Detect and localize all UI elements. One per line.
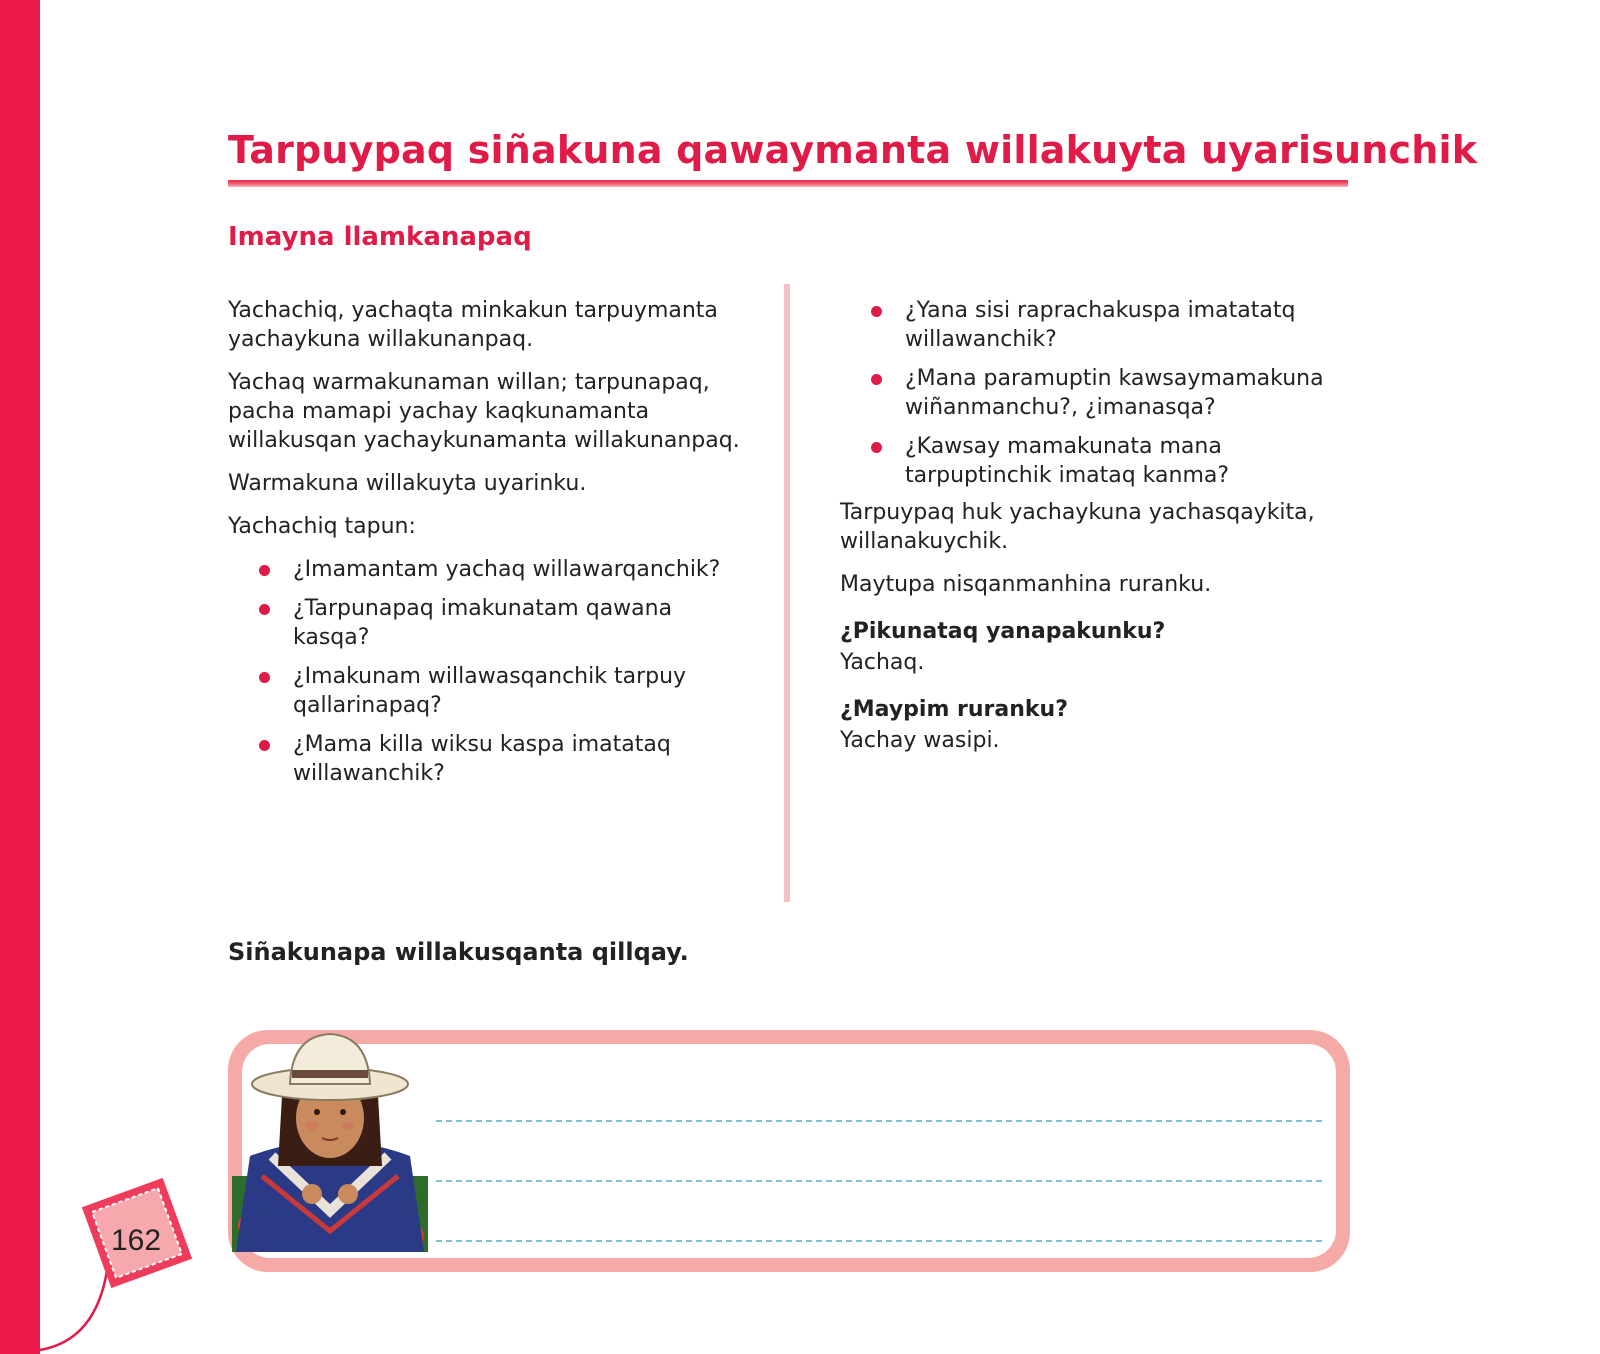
section-subtitle: Imayna llamkanapaq [228,222,532,252]
bullet-dot-icon [871,306,882,317]
page-number: 162 [110,1224,162,1257]
left-color-band [0,0,40,1354]
list-item-text: ¿Yana sisi raprachakuspa imatatatq willawanchik? [905,298,1296,352]
list-item [228,730,748,788]
list-item-text: ¿Mana paramuptin kawsaymamakuna wiñanmanchu?, ¿imanasqa? [905,366,1324,420]
page-title: Tarpuypaq siñakuna qawaymanta willakuyta uyarisunchik [228,128,1478,172]
paragraph: Maytupa nisqanmanhina ruranku. [840,572,1212,597]
list-item [840,432,1340,490]
bullet-dot-icon [259,672,270,683]
list-item-text: ¿Kawsay mamakunata mana tarpuptinchik imataq kanma? [905,434,1230,488]
list-item [228,555,748,584]
column-divider [784,284,790,902]
list-item-text: ¿Imamantam yachaq willawarqanchik? [293,557,721,582]
list-item [840,296,1340,354]
answer-text: Yachay wasipi. [840,728,1000,753]
question-list [228,555,748,788]
andean-girl-illustration [232,1026,428,1252]
bullet-dot-icon [871,442,882,453]
question-heading: ¿Maypim ruranku? [840,697,1068,722]
question-heading: ¿Pikunataq yanapakunku? [840,619,1166,644]
paragraph: Tarpuypaq huk yachaykuna yachasqaykita, willanakuychik. [840,500,1315,554]
writing-line[interactable] [436,1180,1322,1182]
list-item [228,662,748,720]
activity-instruction: Siñakunapa willakusqanta qillqay. [228,938,689,966]
bullet-dot-icon [259,740,270,751]
list-item [840,364,1340,422]
answer-text: Yachaq. [840,650,925,675]
bullet-dot-icon [259,565,270,576]
writing-line[interactable] [436,1240,1322,1242]
list-item [228,594,748,652]
paragraph: Yachaq warmakunaman willan; tarpunapaq, pacha mamapi yachay kaqkunamanta willakusqan yachaykunamanta willakunanpaq. [228,370,740,453]
left-column [228,296,748,802]
paragraph: Warmakuna willakuyta uyarinku. [228,471,587,496]
right-column [840,296,1340,765]
list-item-text: ¿Imakunam willawasqanchik tarpuy qallarinapaq? [293,664,687,718]
title-underline [228,180,1348,187]
writing-line[interactable] [436,1120,1322,1122]
list-item-text: ¿Mama killa wiksu kaspa imatataq willawanchik? [293,732,671,786]
question-list [840,296,1340,490]
paragraph: Yachachiq, yachaqta minkakun tarpuymanta yachaykuna willakunanpaq. [228,298,718,352]
list-item-text: ¿Tarpunapaq imakunatam qawana kasqa? [293,596,673,650]
paragraph: Yachachiq tapun: [228,514,416,539]
bullet-dot-icon [871,374,882,385]
bullet-dot-icon [259,604,270,615]
